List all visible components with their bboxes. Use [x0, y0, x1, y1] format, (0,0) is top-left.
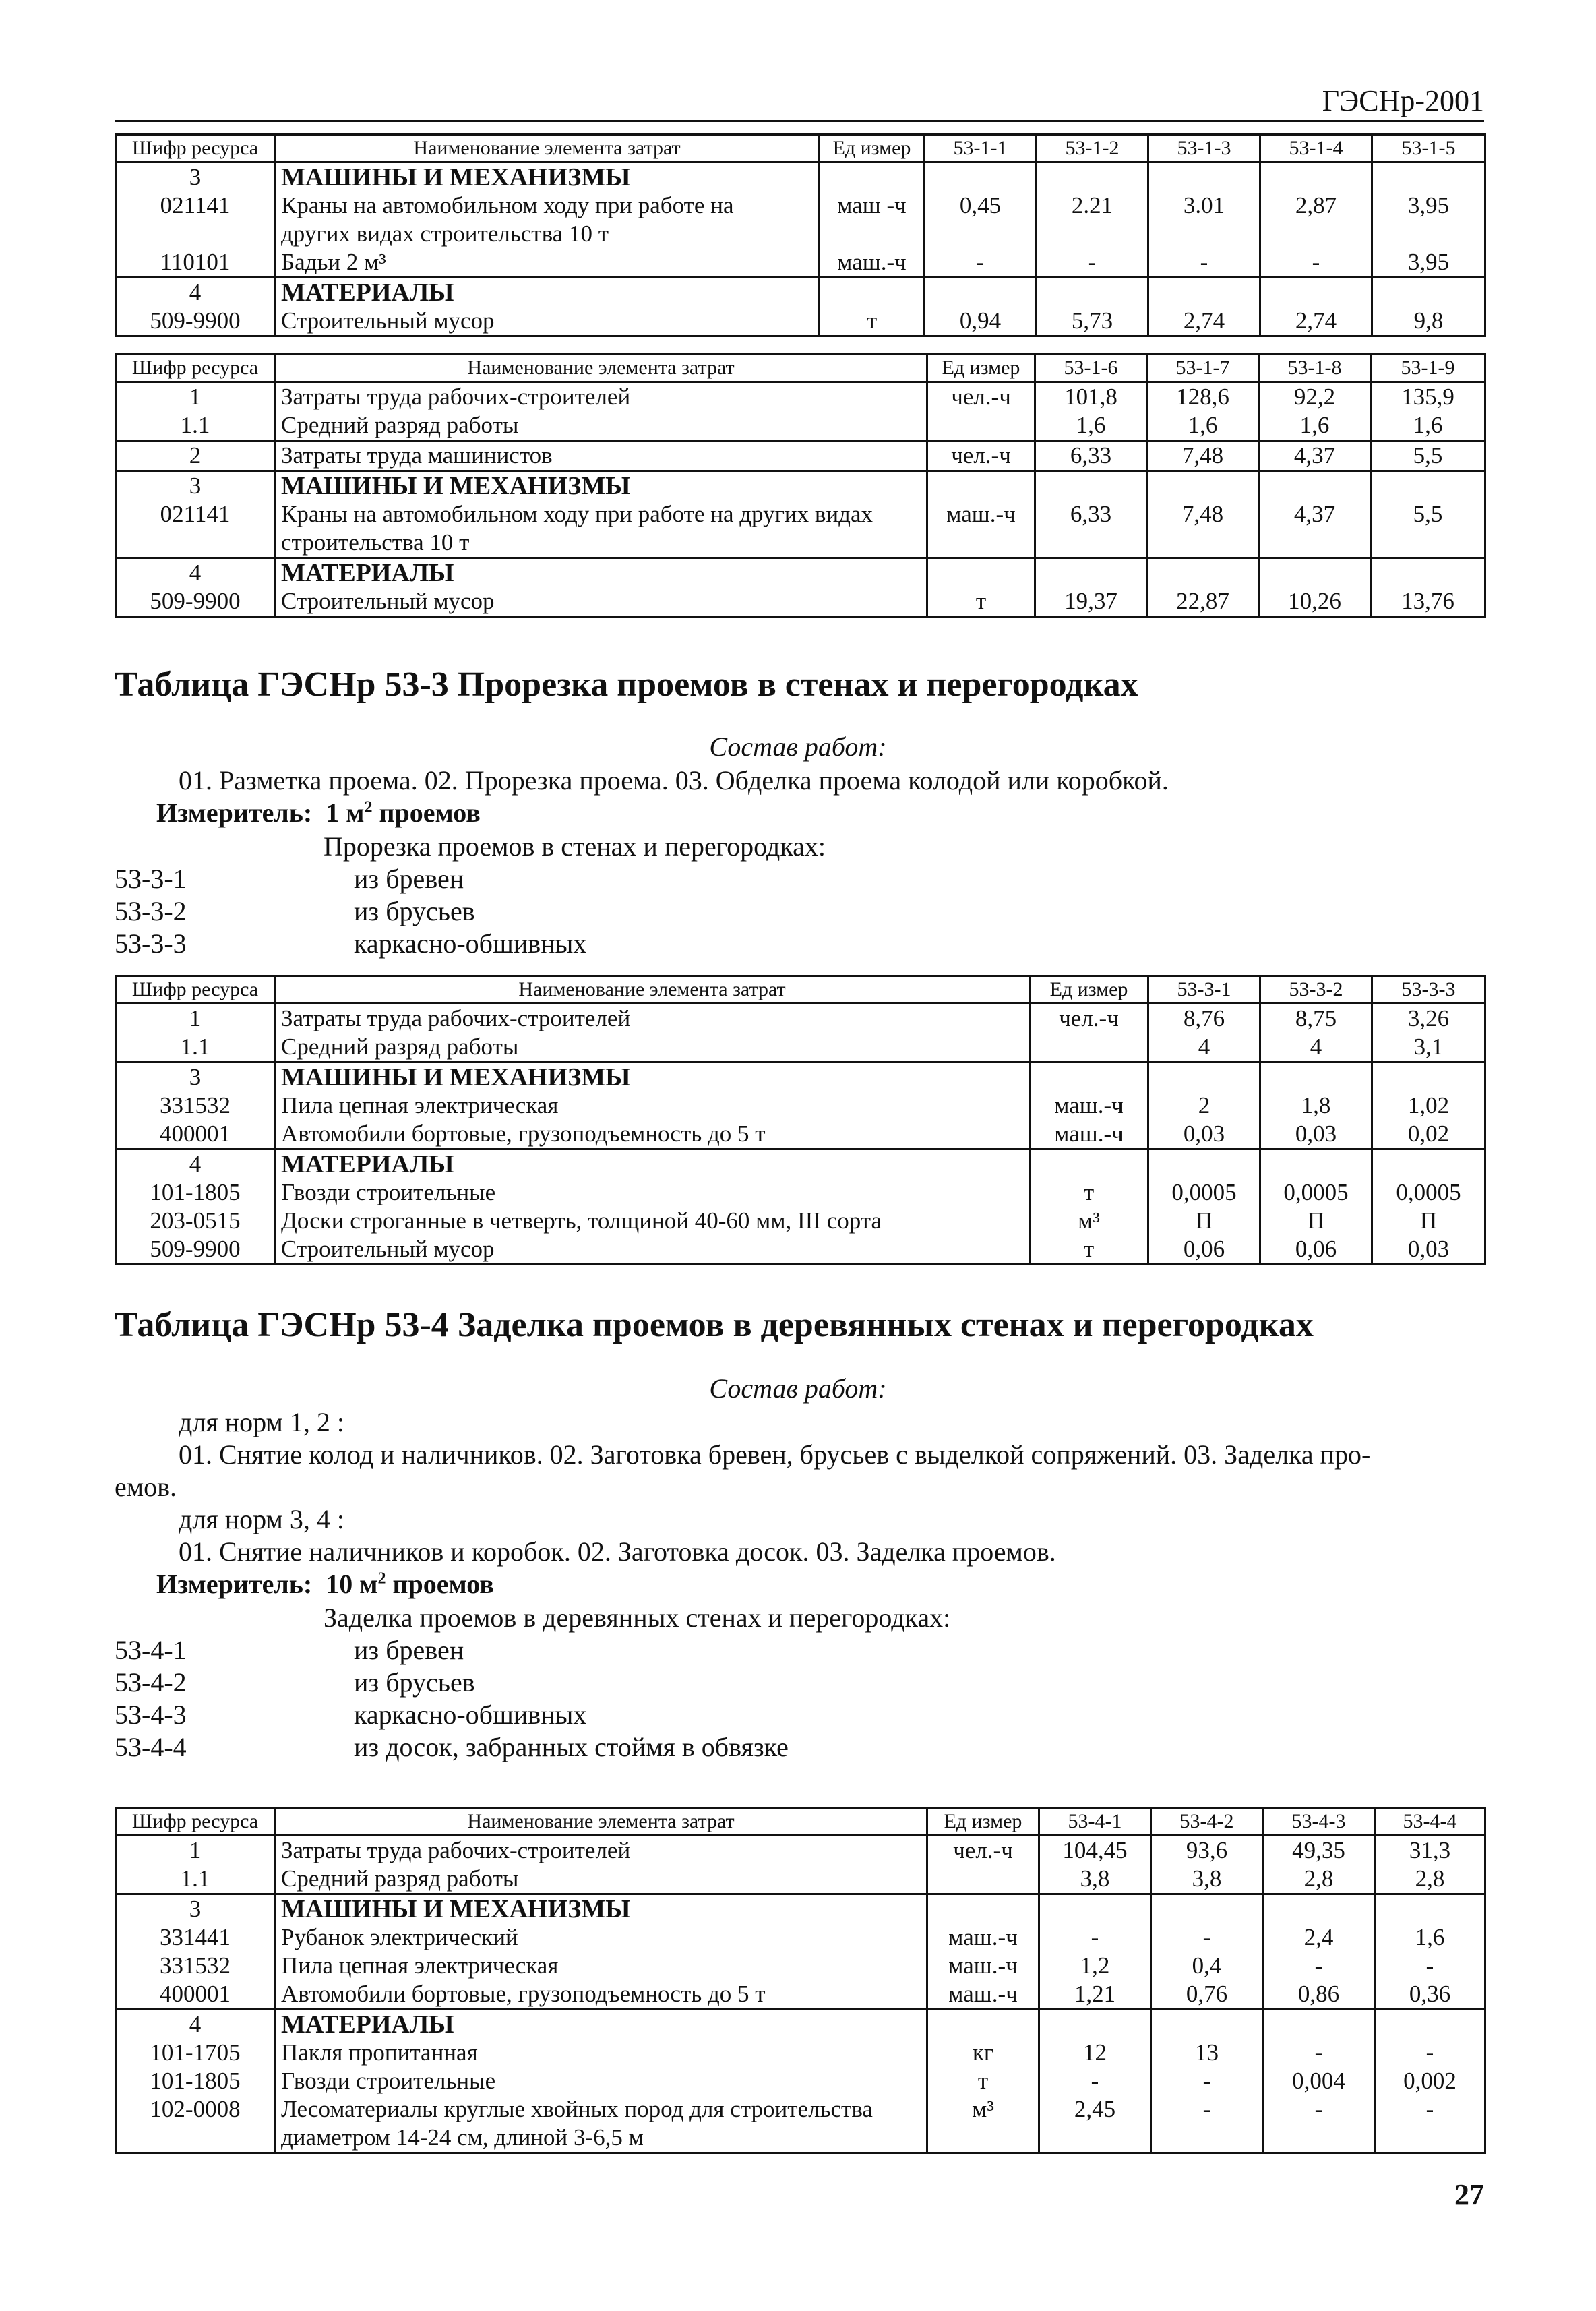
col-header: Шифр ресурса	[116, 135, 275, 162]
cost-item-name: Затраты труда рабочих-строителей	[275, 382, 927, 412]
value-cell: 0,03	[1148, 1120, 1260, 1149]
norm-code: 53-4-4	[115, 1732, 187, 1762]
value-cell: 0,45	[925, 191, 1037, 220]
section-heading: МАТЕРИАЛЫ	[275, 558, 927, 588]
norm-text: из бревен	[354, 1635, 464, 1665]
value-cell: -	[1263, 2039, 1375, 2067]
meter-line	[156, 1568, 494, 1600]
meter-label: Измеритель:	[156, 798, 313, 828]
value-cell: 8,76	[1148, 1004, 1260, 1033]
cost-item-name: Пила цепная электрическая	[275, 1091, 1030, 1120]
value-cell: -	[1148, 248, 1260, 278]
unit: маш.-ч	[927, 1980, 1039, 2010]
value-cell: 1,6	[1035, 411, 1147, 441]
cost-item-name: Пакля пропитанная	[275, 2039, 927, 2067]
value-cell: 1,21	[1039, 1980, 1151, 2010]
resource-code: 509-9900	[116, 307, 275, 336]
unit: чел.-ч	[927, 1836, 1039, 1865]
col-header: Ед измер	[927, 1808, 1039, 1836]
table-row	[116, 1178, 1485, 1207]
unit: т	[1030, 1178, 1148, 1207]
meter-value: 1 $м^2$ проемов	[326, 798, 481, 828]
cost-item-name: Затраты труда машинистов	[275, 441, 927, 471]
unit: маш.-ч	[927, 500, 1035, 529]
value-cell: 3.01	[1148, 191, 1260, 220]
value-cell: -	[1039, 2067, 1151, 2095]
resource-code: 4	[116, 2010, 275, 2039]
unit: чел.-ч	[927, 441, 1035, 471]
table-row	[116, 500, 1485, 529]
value-cell: 4,37	[1259, 500, 1371, 529]
section-heading: МАТЕРИАЛЫ	[275, 1149, 1030, 1179]
resource-code: 203-0515	[116, 1207, 275, 1235]
value-cell: 3,26	[1372, 1004, 1485, 1033]
value-cell: -	[925, 248, 1037, 278]
unit: т	[820, 307, 925, 336]
value-cell: 1,6	[1371, 411, 1485, 441]
value-cell: 104,45	[1039, 1836, 1151, 1865]
composition-label: Состав работ:	[709, 731, 887, 762]
value-cell: 49,35	[1263, 1836, 1375, 1865]
value-cell: 0,002	[1375, 2067, 1485, 2095]
table-row	[116, 2010, 1485, 2039]
value-cell: 0,76	[1151, 1980, 1263, 2010]
cost-item-name: Автомобили бортовые, грузоподъемность до 5 т	[275, 1980, 927, 2010]
cost-item-name: Затраты труда рабочих-строителей	[275, 1004, 1030, 1033]
value-cell: -	[1039, 1923, 1151, 1952]
value-cell: 5,5	[1371, 441, 1485, 471]
composition-text-1-2-cont: емов.	[115, 1472, 177, 1502]
norms-intro: Заделка проемов в деревянных стенах и перегородках:	[324, 1602, 951, 1633]
value-cell: -	[1263, 2095, 1375, 2124]
table-row	[116, 278, 1485, 307]
cost-item-name: Затраты труда рабочих-строителей	[275, 1836, 927, 1865]
col-header: 53-3-2	[1260, 976, 1372, 1004]
unit: маш.-ч	[820, 248, 925, 278]
cost-item-name: Доски строганные в четверть, толщиной 40-60 мм, III сорта	[275, 1207, 1030, 1235]
cost-item-name: Гвозди строительные	[275, 2067, 927, 2095]
composition-text-1-2: 01. Снятие колод и наличников. 02. Заготовка бревен, брусьев с выделкой сопряжений. 03. Заделка про-	[179, 1439, 1371, 1470]
col-header: 53-4-1	[1039, 1808, 1151, 1836]
composition-text-3-4: 01. Снятие наличников и коробок. 02. Заготовка досок. 03. Заделка проемов.	[179, 1536, 1056, 1567]
resource-code: 101-1805	[116, 2067, 275, 2095]
table-row	[116, 1923, 1485, 1952]
section-heading: МАШИНЫ И МЕХАНИЗМЫ	[275, 162, 820, 192]
col-header: 53-1-5	[1372, 135, 1485, 162]
value-cell: 0,0005	[1260, 1178, 1372, 1207]
section-heading: МАШИНЫ И МЕХАНИЗМЫ	[275, 471, 927, 501]
value-cell: 92,2	[1259, 382, 1371, 412]
col-header: Наименование элемента затрат	[275, 976, 1030, 1004]
norm-text: из брусьев	[354, 1667, 475, 1698]
value-cell: 6,33	[1035, 500, 1147, 529]
norm-text: каркасно-обшивных	[354, 1700, 587, 1730]
col-header: Наименование элемента затрат	[275, 1808, 927, 1836]
table-row	[116, 307, 1485, 336]
col-header: 53-1-6	[1035, 355, 1147, 382]
cost-item-name: Автомобили бортовые, грузоподъемность до 5 т	[275, 1120, 1030, 1149]
value-cell: 3,95	[1372, 191, 1485, 220]
resource-code: 331441	[116, 1923, 275, 1952]
value-cell: 19,37	[1035, 587, 1147, 617]
table-row	[116, 1235, 1485, 1265]
value-cell: 1,6	[1259, 411, 1371, 441]
norms-intro: Прорезка проемов в стенах и перегородках:	[324, 831, 826, 862]
resource-code: 509-9900	[116, 587, 275, 617]
value-cell: 3,1	[1372, 1033, 1485, 1062]
table-row	[116, 1004, 1485, 1033]
table-row	[116, 1149, 1485, 1179]
col-header: 53-1-8	[1259, 355, 1371, 382]
value-cell: -	[1151, 2095, 1263, 2124]
table-row	[116, 1980, 1485, 2010]
col-header: Шифр ресурса	[116, 1808, 275, 1836]
norm-text: из бревен	[354, 864, 464, 894]
resource-code: 4	[116, 1149, 275, 1179]
cost-item-name: Строительный мусор	[275, 307, 820, 336]
value-cell: 4	[1148, 1033, 1260, 1062]
value-cell: 3,8	[1151, 1865, 1263, 1894]
resource-code: 1	[116, 1004, 275, 1033]
table-header-row	[116, 135, 1485, 162]
norms-table-53-4	[115, 1807, 1486, 2154]
col-header: 53-3-1	[1148, 976, 1260, 1004]
value-cell: 0,004	[1263, 2067, 1375, 2095]
resource-code: 102-0008	[116, 2095, 275, 2124]
col-header: 53-1-7	[1147, 355, 1259, 382]
resource-code: 1	[116, 1836, 275, 1865]
norms-table-53-3	[115, 975, 1486, 1265]
resource-code: 021141	[116, 191, 275, 220]
resource-code: 509-9900	[116, 1235, 275, 1265]
value-cell: 0,06	[1260, 1235, 1372, 1265]
resource-code: 110101	[116, 248, 275, 278]
meter-value: 10 $м^2$ проемов	[326, 1569, 494, 1599]
value-cell: 135,9	[1371, 382, 1485, 412]
cost-item-name: Гвозди строительные	[275, 1178, 1030, 1207]
value-cell: 3,8	[1039, 1865, 1151, 1894]
value-cell: 0,03	[1372, 1235, 1485, 1265]
value-cell: 0,03	[1260, 1120, 1372, 1149]
value-cell: 1,02	[1372, 1091, 1485, 1120]
resource-code: 101-1705	[116, 2039, 275, 2067]
table-row	[116, 1091, 1485, 1120]
value-cell: 0,02	[1372, 1120, 1485, 1149]
value-cell: 1,6	[1375, 1923, 1485, 1952]
col-header: Шифр ресурса	[116, 355, 275, 382]
resource-code: 1.1	[116, 1033, 275, 1062]
norm-text: каркасно-обшивных	[354, 928, 587, 959]
resource-code: 3	[116, 1894, 275, 1924]
table-row	[116, 411, 1485, 441]
cost-item-name: Средний разряд работы	[275, 411, 927, 441]
table-row	[116, 1120, 1485, 1149]
cost-item-name: строительства 10 т	[275, 529, 927, 558]
composition-label: Состав работ:	[709, 1373, 887, 1404]
unit: маш -ч	[820, 191, 925, 220]
norm-text: из досок, забранных стоймя в обвязке	[354, 1732, 789, 1762]
value-cell: 13,76	[1371, 587, 1485, 617]
table-row	[116, 382, 1485, 412]
unit: кг	[927, 2039, 1039, 2067]
resource-code: 400001	[116, 1120, 275, 1149]
norm-code: 53-3-3	[115, 928, 187, 959]
table-header-row	[116, 1808, 1485, 1836]
value-cell: 0,0005	[1372, 1178, 1485, 1207]
resource-code: 400001	[116, 1980, 275, 2010]
value-cell: 6,33	[1035, 441, 1147, 471]
table-row	[116, 220, 1485, 248]
resource-code: 2	[116, 441, 275, 471]
resource-code: 3	[116, 471, 275, 501]
table-row	[116, 471, 1485, 501]
value-cell: 0,94	[925, 307, 1037, 336]
resource-code: 3	[116, 162, 275, 192]
col-header: 53-3-3	[1372, 976, 1485, 1004]
resource-code: 3	[116, 1062, 275, 1092]
section-title-53-4: Таблица ГЭСНр 53-4 Заделка проемов в деревянных стенах и перегородках	[115, 1306, 1314, 1344]
value-cell: -	[1375, 1952, 1485, 1980]
norms-table-53-1-6-to-9	[115, 353, 1486, 618]
unit: маш.-ч	[1030, 1091, 1148, 1120]
norms-table-53-1-1-to-5	[115, 133, 1486, 337]
resource-code: 4	[116, 278, 275, 307]
value-cell: 5,73	[1037, 307, 1148, 336]
col-header: 53-1-2	[1037, 135, 1148, 162]
value-cell: -	[1260, 248, 1372, 278]
cost-item-name: Рубанок электрический	[275, 1923, 927, 1952]
value-cell: 4	[1260, 1033, 1372, 1062]
norm-code: 53-4-1	[115, 1635, 187, 1665]
value-cell: -	[1151, 1923, 1263, 1952]
norm-code: 53-4-3	[115, 1700, 187, 1730]
value-cell: 128,6	[1147, 382, 1259, 412]
value-cell: -	[1375, 2039, 1485, 2067]
table-row	[116, 2095, 1485, 2124]
resource-code: 1.1	[116, 411, 275, 441]
table-row	[116, 1952, 1485, 1980]
value-cell: -	[1375, 2095, 1485, 2124]
value-cell: 10,26	[1259, 587, 1371, 617]
value-cell: 0,0005	[1148, 1178, 1260, 1207]
value-cell: П	[1148, 1207, 1260, 1235]
norm-code: 53-3-2	[115, 896, 187, 926]
value-cell: 2,87	[1260, 191, 1372, 220]
value-cell: 2,74	[1148, 307, 1260, 336]
value-cell: 2	[1148, 1091, 1260, 1120]
table-row	[116, 1033, 1485, 1062]
norm-code: 53-4-2	[115, 1667, 187, 1698]
value-cell: П	[1260, 1207, 1372, 1235]
running-header: ГЭСНр-2001	[1322, 84, 1484, 117]
value-cell: -	[1151, 2067, 1263, 2095]
col-header: 53-4-3	[1263, 1808, 1375, 1836]
col-header: Наименование элемента затрат	[275, 135, 820, 162]
value-cell: 0,86	[1263, 1980, 1375, 2010]
col-header: 53-1-9	[1371, 355, 1485, 382]
cost-item-name: диаметром 14-24 см, длиной 3-6,5 м	[275, 2124, 927, 2153]
unit: маш.-ч	[927, 1952, 1039, 1980]
col-header: 53-1-3	[1148, 135, 1260, 162]
header-rule	[115, 120, 1484, 122]
value-cell: П	[1372, 1207, 1485, 1235]
table-row	[116, 587, 1485, 617]
value-cell: 1,6	[1147, 411, 1259, 441]
resource-code: 1	[116, 382, 275, 412]
table-row	[116, 1894, 1485, 1924]
value-cell: 22,87	[1147, 587, 1259, 617]
value-cell: 12	[1039, 2039, 1151, 2067]
table-row	[116, 558, 1485, 588]
section-heading: МАШИНЫ И МЕХАНИЗМЫ	[275, 1894, 927, 1924]
value-cell: 0,4	[1151, 1952, 1263, 1980]
col-header: Шифр ресурса	[116, 976, 275, 1004]
unit: чел.-ч	[1030, 1004, 1148, 1033]
col-header: Ед измер	[927, 355, 1035, 382]
value-cell: 7,48	[1147, 441, 1259, 471]
value-cell: 93,6	[1151, 1836, 1263, 1865]
section-heading: МАШИНЫ И МЕХАНИЗМЫ	[275, 1062, 1030, 1092]
value-cell: 2.21	[1037, 191, 1148, 220]
value-cell: 2,45	[1039, 2095, 1151, 2124]
col-header: Наименование элемента затрат	[275, 355, 927, 382]
for-norms-1-2: для норм 1, 2 :	[179, 1407, 344, 1437]
table-row	[116, 1207, 1485, 1235]
table-row	[116, 1062, 1485, 1092]
unit: т	[927, 2067, 1039, 2095]
value-cell: -	[1037, 248, 1148, 278]
resource-code: 101-1805	[116, 1178, 275, 1207]
section-title-53-3: Таблица ГЭСНр 53-3 Прорезка проемов в стенах и перегородках	[115, 665, 1138, 704]
unit: маш.-ч	[1030, 1120, 1148, 1149]
unit: маш.-ч	[927, 1923, 1039, 1952]
cost-item-name: Краны на автомобильном ходу при работе на других видах	[275, 500, 927, 529]
section-heading: МАТЕРИАЛЫ	[275, 2010, 927, 2039]
resource-code: 4	[116, 558, 275, 588]
value-cell: 2,8	[1375, 1865, 1485, 1894]
cost-item-name: других видах строительства 10 т	[275, 220, 820, 248]
cost-item-name: Средний разряд работы	[275, 1033, 1030, 1062]
value-cell: 101,8	[1035, 382, 1147, 412]
value-cell: 0,36	[1375, 1980, 1485, 2010]
value-cell: 31,3	[1375, 1836, 1485, 1865]
value-cell: 2,74	[1260, 307, 1372, 336]
table-row	[116, 2124, 1485, 2153]
resource-code: 021141	[116, 500, 275, 529]
page-number: 27	[1454, 2178, 1484, 2211]
unit: т	[1030, 1235, 1148, 1265]
cost-item-name: Бадьи 2 м³	[275, 248, 820, 278]
value-cell: 3,95	[1372, 248, 1485, 278]
cost-item-name: Лесоматериалы круглые хвойных пород для строительства	[275, 2095, 927, 2124]
value-cell: 1,2	[1039, 1952, 1151, 1980]
value-cell: 5,5	[1371, 500, 1485, 529]
col-header: Ед измер	[820, 135, 925, 162]
col-header: 53-1-1	[925, 135, 1037, 162]
cost-item-name: Средний разряд работы	[275, 1865, 927, 1894]
unit: чел.-ч	[927, 382, 1035, 412]
norm-text: из брусьев	[354, 896, 475, 926]
table-row	[116, 248, 1485, 278]
col-header: Ед измер	[1030, 976, 1148, 1004]
section-heading: МАТЕРИАЛЫ	[275, 278, 820, 307]
table-row	[116, 2039, 1485, 2067]
composition-text: 01. Разметка проема. 02. Прорезка проема. 03. Обделка проема колодой или коробкой.	[179, 765, 1169, 796]
meter-label: Измеритель:	[156, 1569, 313, 1599]
unit: т	[927, 587, 1035, 617]
table-header-row	[116, 355, 1485, 382]
value-cell: 13	[1151, 2039, 1263, 2067]
table-row	[116, 529, 1485, 558]
table-row	[116, 191, 1485, 220]
cost-item-name: Краны на автомобильном ходу при работе на	[275, 191, 820, 220]
resource-code: 1.1	[116, 1865, 275, 1894]
table-row	[116, 441, 1485, 471]
norm-code: 53-3-1	[115, 864, 187, 894]
col-header: 53-4-4	[1375, 1808, 1485, 1836]
cost-item-name: Пила цепная электрическая	[275, 1952, 927, 1980]
resource-code: 331532	[116, 1091, 275, 1120]
value-cell: 7,48	[1147, 500, 1259, 529]
table-row	[116, 2067, 1485, 2095]
cost-item-name: Строительный мусор	[275, 587, 927, 617]
unit: м³	[927, 2095, 1039, 2124]
table-header-row	[116, 976, 1485, 1004]
value-cell: 2,8	[1263, 1865, 1375, 1894]
resource-code: 331532	[116, 1952, 275, 1980]
value-cell: -	[1263, 1952, 1375, 1980]
value-cell: 0,06	[1148, 1235, 1260, 1265]
table-row	[116, 1865, 1485, 1894]
meter-line	[156, 797, 481, 829]
value-cell: 4,37	[1259, 441, 1371, 471]
for-norms-3-4: для норм 3, 4 :	[179, 1504, 344, 1534]
cost-item-name: Строительный мусор	[275, 1235, 1030, 1265]
value-cell: 1,8	[1260, 1091, 1372, 1120]
col-header: 53-1-4	[1260, 135, 1372, 162]
table-row	[116, 1836, 1485, 1865]
col-header: 53-4-2	[1151, 1808, 1263, 1836]
value-cell: 8,75	[1260, 1004, 1372, 1033]
unit: м³	[1030, 1207, 1148, 1235]
table-row	[116, 162, 1485, 192]
value-cell: 2,4	[1263, 1923, 1375, 1952]
value-cell: 9,8	[1372, 307, 1485, 336]
